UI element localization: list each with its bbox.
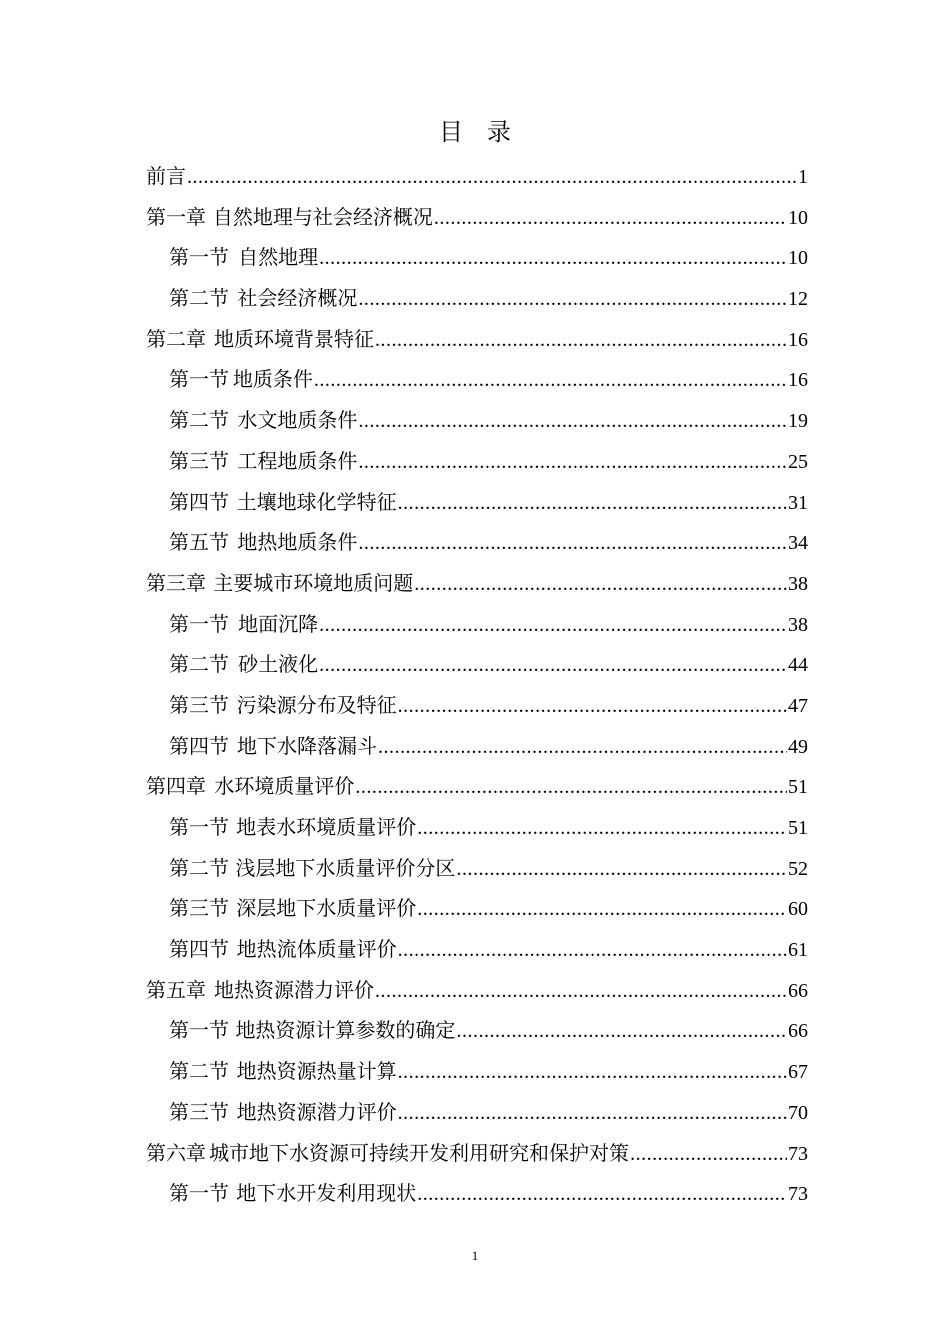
toc-section-entry[interactable] [146,1173,808,1214]
page-title: 目 录 [439,118,511,146]
dot-leader [434,198,787,238]
toc-entry-page: 25 [788,450,808,473]
dot-leader [398,1093,787,1133]
toc-section-entry[interactable] [146,1092,808,1133]
dot-leader [319,645,787,685]
toc-entry-page: 66 [788,979,808,1002]
toc-entry-title: 地质环境背景特征 [214,326,375,351]
dot-leader [414,564,787,604]
page-number-footer: 1 [471,1248,479,1263]
toc-entry-title: 地热地质条件 [237,530,358,555]
toc-entry-number: 第一节 [169,367,229,392]
toc-entry-number: 第二节 [169,1059,229,1084]
toc-chapter-entry[interactable] [146,1133,808,1174]
toc-chapter-entry[interactable] [146,319,808,360]
toc-entry-number: 第四节 [169,733,229,758]
toc-entry-page: 60 [788,898,808,921]
toc-section-entry[interactable] [146,441,808,482]
dot-leader [456,849,787,889]
toc-entry-number: 第三章 [146,570,206,595]
toc-entry-page: 67 [788,1061,808,1084]
toc-entry-title: 工程地质条件 [237,448,358,473]
toc-entry-number: 第一节 [169,815,229,839]
toc-entry-page: 52 [788,857,808,880]
toc-entry-number: 第二节 [169,286,229,311]
toc-entry-page: 10 [788,247,808,270]
toc-section-entry[interactable] [146,522,808,563]
toc-entry-title: 地下水开发利用现状 [236,1181,417,1206]
toc-entry-title: 自然地理 [238,245,319,270]
toc-entry-page: 12 [788,288,808,311]
dot-leader [398,930,787,970]
toc-entry-title: 水环境质量评价 [214,774,355,799]
toc-entry-number: 第一章 [146,204,206,229]
toc-section-entry[interactable] [146,726,808,767]
toc-section-entry[interactable] [146,848,808,889]
toc-section-entry[interactable] [146,278,808,319]
toc-entry-title: 土壤地球化学特征 [236,489,397,514]
toc-entry-number: 第四章 [146,774,206,799]
table-of-contents [146,156,808,1214]
toc-entry-title: 地热资源计算参数的确定 [235,1018,456,1043]
toc-entry-page: 1 [798,166,808,188]
toc-section-entry[interactable] [146,400,808,441]
toc-entry-page: 19 [788,410,808,433]
dot-leader [358,523,787,563]
toc-entry-page: 47 [788,694,808,717]
toc-entry-page: 73 [788,1183,808,1206]
toc-entry-title: 主要城市环境地质问题 [213,570,414,595]
toc-chapter-entry[interactable] [146,197,808,238]
toc-entry-page: 44 [788,654,808,677]
toc-entry-title: 水文地质条件 [237,408,358,433]
toc-entry-number: 第二节 [169,408,229,433]
toc-entry-page: 31 [788,491,808,514]
toc-entry-title: 地表水环境质量评价 [236,815,417,839]
dot-leader [355,767,787,807]
toc-entry-title: 地质条件 [232,367,313,392]
toc-entry-page: 73 [788,1142,808,1165]
toc-entry-number: 第五节 [169,530,229,555]
toc-entry-number: 第一节 [169,1018,229,1043]
toc-entry-title: 前言 [146,164,186,188]
dot-leader [398,483,787,523]
toc-entry-page: 10 [788,206,808,229]
dot-leader [375,971,787,1011]
toc-entry-title: 地面沉降 [238,611,319,636]
dot-leader [314,360,787,400]
toc-entry-number: 第四节 [169,937,229,962]
toc-section-entry[interactable] [146,807,808,848]
toc-section-entry[interactable] [146,1010,808,1051]
toc-entry-number: 第二节 [169,652,229,677]
toc-entry-title: 地热资源潜力评价 [236,1099,397,1124]
toc-entry-number: 第五章 [146,977,206,1002]
toc-chapter-entry[interactable] [146,970,808,1011]
toc-section-entry[interactable] [146,644,808,685]
toc-entry-title: 城市地下水资源可持续开发利用研究和保护对策 [209,1140,630,1165]
toc-entry-number: 第一节 [169,1181,229,1206]
toc-entry-title: 地热流体质量评价 [236,937,397,962]
dot-leader [417,1174,787,1214]
toc-entry-page: 38 [788,613,808,636]
toc-section-entry[interactable] [146,604,808,645]
toc-entry-number: 第二节 [169,855,229,880]
dot-leader [417,808,787,848]
toc-entry-page: 16 [788,369,808,392]
toc-entry-title: 自然地理与社会经济概况 [212,204,433,229]
dot-leader [319,605,787,645]
toc-entry-page: 70 [788,1101,808,1124]
dot-leader [630,1134,787,1174]
toc-entry-page: 34 [788,532,808,555]
toc-entry-number: 第三节 [169,692,229,717]
toc-section-entry[interactable] [146,685,808,726]
dot-leader [398,686,787,726]
toc-chapter-entry[interactable] [146,156,808,197]
dot-leader [358,401,787,441]
toc-entry-page: 51 [788,776,808,799]
toc-entry-title: 社会经济概况 [237,286,358,311]
toc-entry-page: 66 [788,1020,808,1043]
toc-section-entry[interactable] [146,888,808,929]
toc-entry-number: 第三节 [169,448,229,473]
dot-leader [358,279,787,319]
toc-section-entry[interactable] [146,929,808,970]
dot-leader [187,157,797,197]
toc-section-entry[interactable] [146,237,808,278]
dot-leader [375,320,787,360]
toc-entry-title: 地热资源热量计算 [236,1059,397,1084]
dot-leader [319,238,787,278]
toc-entry-page: 61 [788,939,808,962]
dot-leader [417,889,787,929]
toc-entry-number: 第六章 [146,1140,206,1165]
dot-leader [456,1011,787,1051]
toc-entry-title: 地下水降落漏斗 [236,733,377,758]
dot-leader [398,1052,787,1092]
dot-leader [358,442,787,482]
toc-entry-number: 第一节 [169,245,229,270]
toc-entry-title: 浅层地下水质量评价分区 [235,855,456,880]
toc-entry-page: 16 [788,328,808,351]
toc-entry-page: 38 [788,572,808,595]
toc-entry-number: 第三节 [169,896,229,921]
toc-entry-number: 第四节 [169,489,229,514]
toc-chapter-entry[interactable] [146,766,808,807]
toc-section-entry[interactable] [146,1051,808,1092]
toc-entry-number: 第一节 [169,611,229,636]
toc-section-entry[interactable] [146,482,808,523]
toc-entry-page: 49 [788,735,808,758]
toc-entry-title: 深层地下水质量评价 [236,896,417,921]
toc-section-entry[interactable] [146,359,808,400]
toc-entry-title: 砂土液化 [238,652,319,677]
toc-entry-number: 第二章 [146,326,206,351]
toc-entry-title: 污染源分布及特征 [236,692,397,717]
toc-chapter-entry[interactable] [146,563,808,604]
toc-entry-number: 第三节 [169,1099,229,1124]
dot-leader [378,727,787,767]
toc-entry-title: 地热资源潜力评价 [214,977,375,1002]
toc-entry-page: 51 [788,817,808,839]
